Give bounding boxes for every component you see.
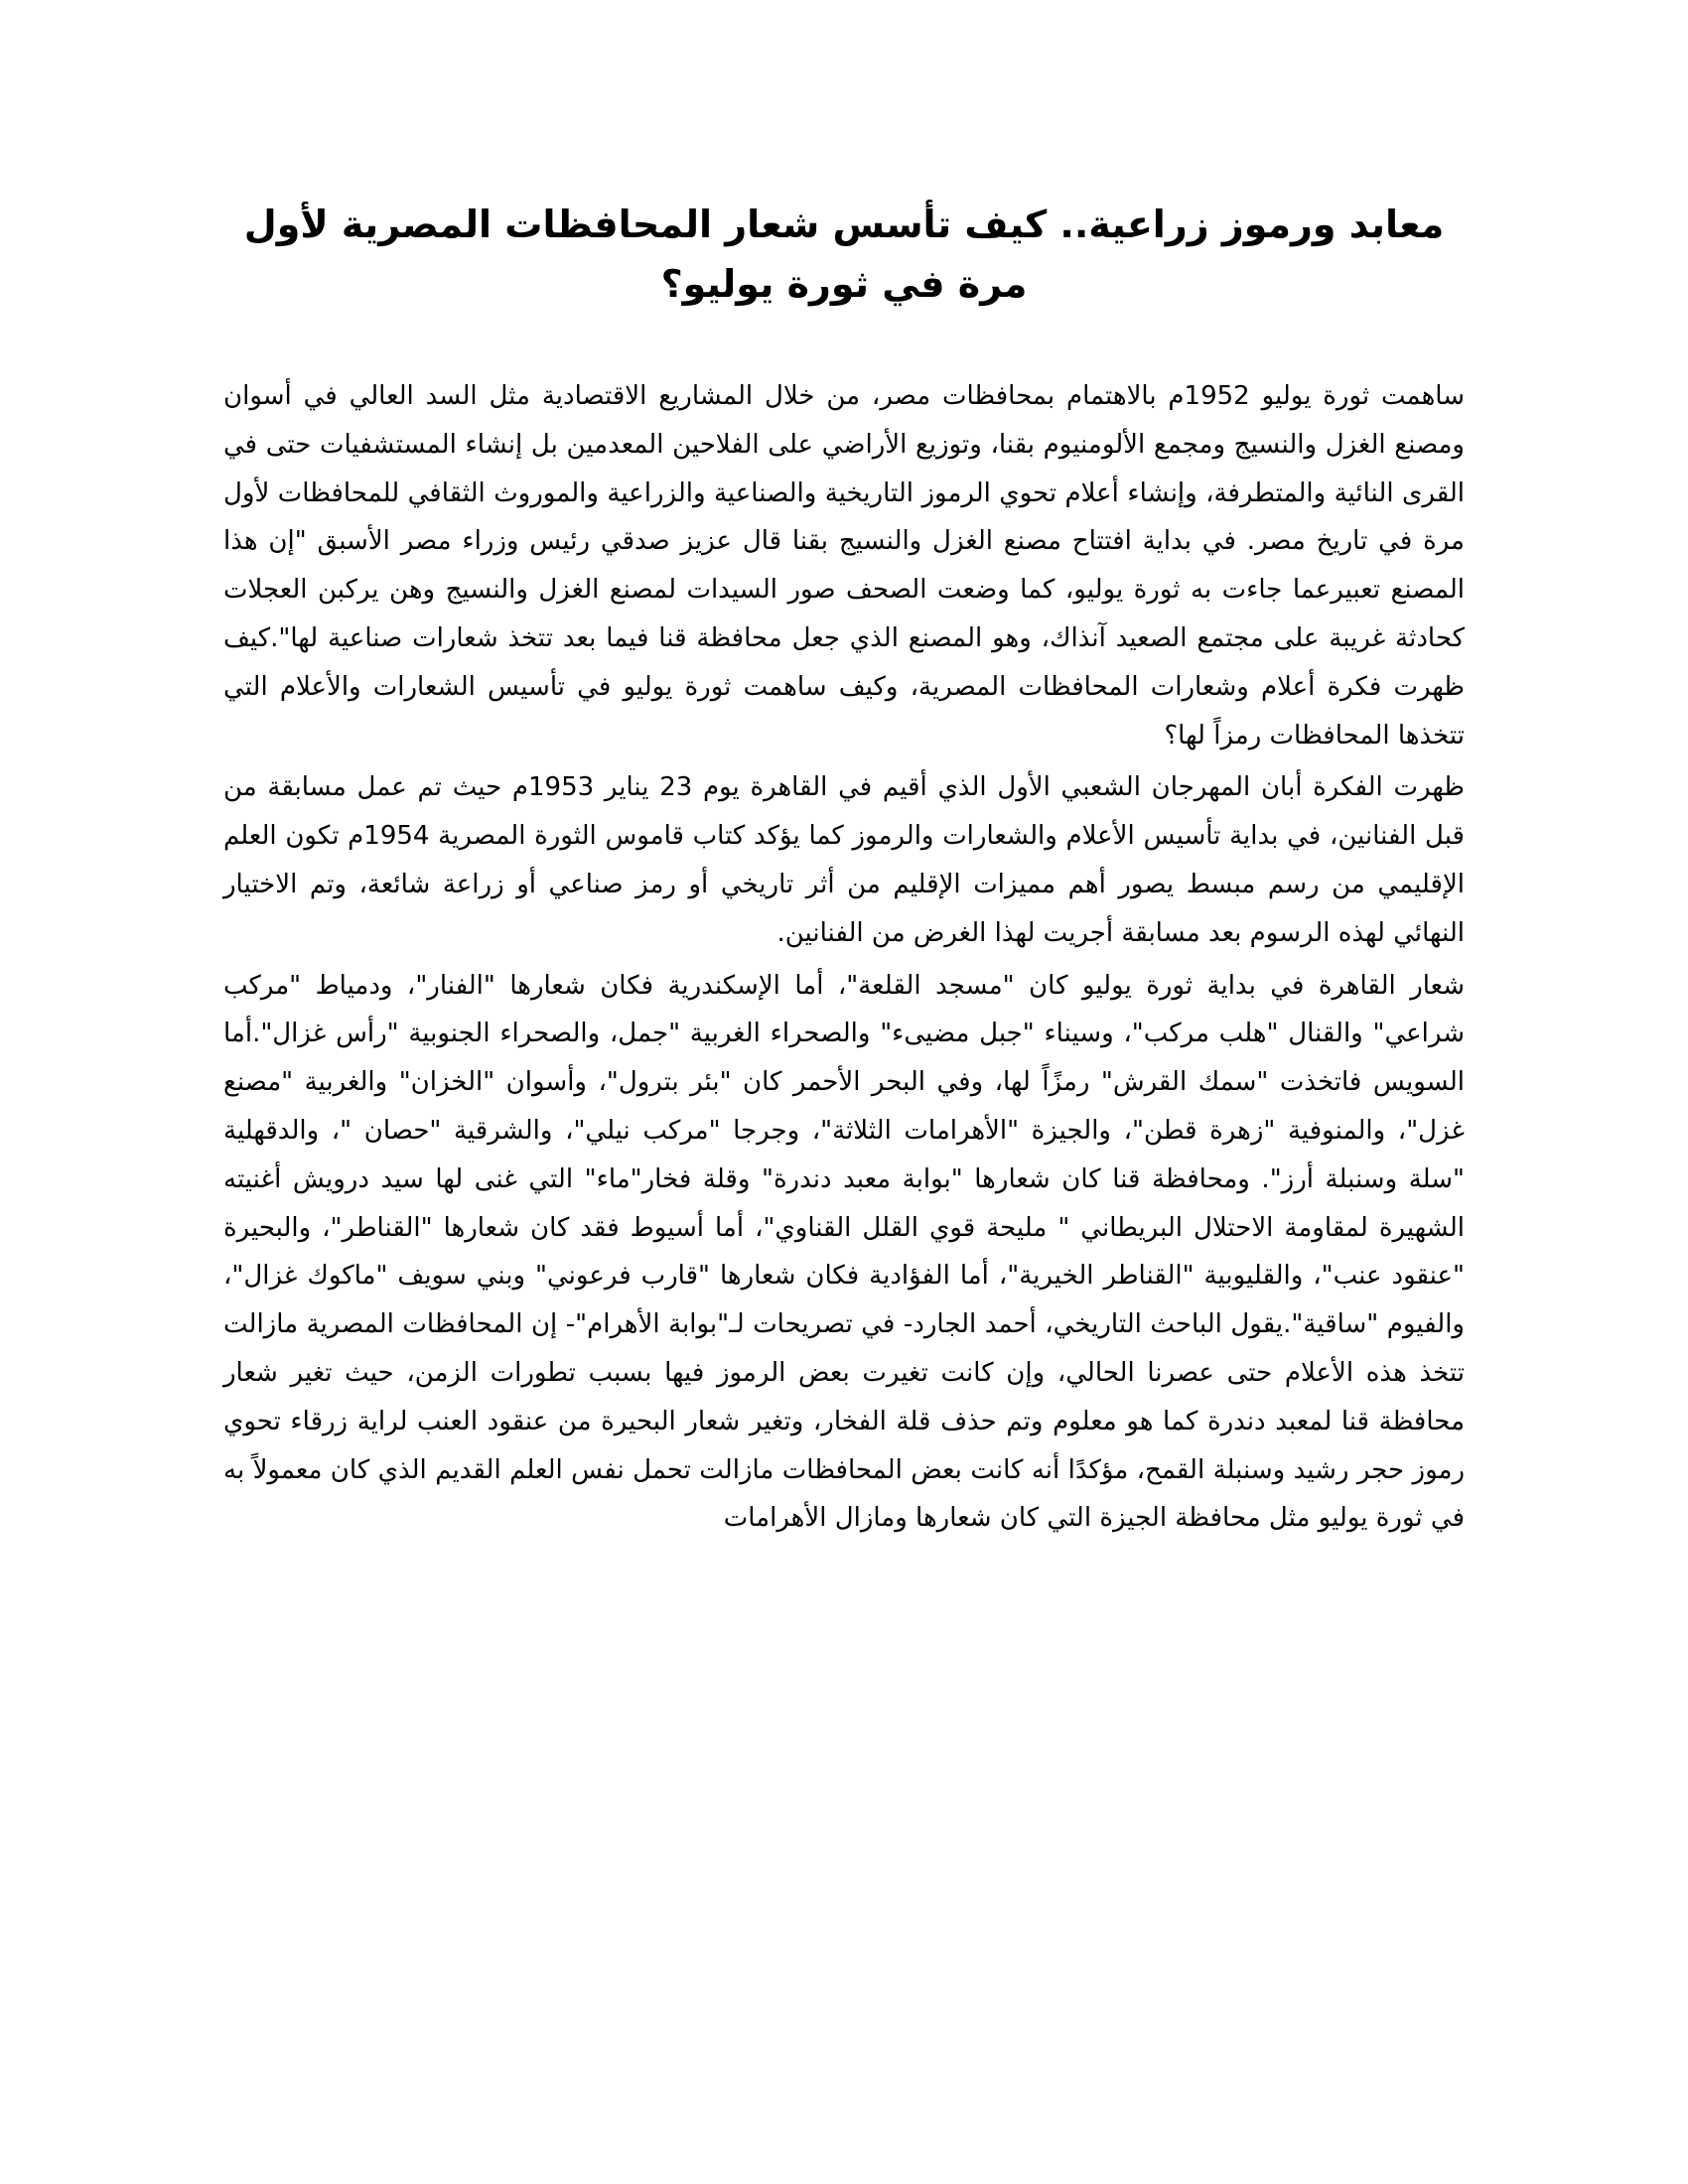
paragraph-intro: ساهمت ثورة يوليو 1952م بالاهتمام بمحافظات مصر، من خلال المشاريع الاقتصادية مثل السد العالي في أسوان ومصنع الغزل والنسيج ومجمع الألومنيوم بقنا، وتوزيع الأراضي على الفلاحين المعدمين بل إنشاء المستشفيات حتى في القرى النائية والمتطرفة، وإنشاء أعلام تحوي الرموز التاريخية والصناعية والزراعية والموروث الثقافي للمحافظات لأول مرة في تاريخ مصر. في بداية افتتاح مصنع الغزل والنسيج بقنا قال عزيز صدقي رئيس وزراء مصر الأسبق "إن هذا المصنع تعبيرعما جاءت به ثورة يوليو، كما وضعت الصحف صور السيدات لمصنع الغزل والنسيج وهن يركبن العجلات كحادثة غريبة على مجتمع الصعيد آنذاك، وهو المصنع الذي جعل محافظة قنا فيما بعد تتخذ شعارات صناعية لها".كيف ظهرت فكرة أعلام وشعارات المحافظات المصرية، وكيف ساهمت ثورة يوليو في تأسيس الشعارات والأعلام التي تتخذها المحافظات رمزاً لها؟: [223, 381, 1465, 751]
paragraph-origin: ظهرت الفكرة أبان المهرجان الشعبي الأول الذي أقيم في القاهرة يوم 23 يناير 1953م حيث تم عمل مسابقة من قبل الفنانين، في بداية تأسيس الأعلام والشعارات والرموز كما يؤكد كتاب قاموس الثورة المصرية 1954م تكون العلم الإقليمي من رسم مبسط يصور أهم مميزات الإقليم من أثر تاريخي أو رمز صناعي أو زراعة شائعة، وتم الاختيار النهائي لهذه الرسوم بعد مسابقة أجريت لهذا الغرض من الفنانين.: [223, 772, 1465, 948]
article-title: معابد ورموز زراعية.. كيف تأسس شعار المحافظات المصرية لأول مرة في ثورة يوليو؟: [243, 203, 1445, 306]
article-body: [223, 372, 1465, 1547]
paragraph-symbols: شعار القاهرة في بداية ثورة يوليو كان "مسجد القلعة"، أما الإسكندرية فكان شعارها "الفنار"، ودمياط "مركب شراعي" والقنال "هلب مركب"، وسيناء "جبل مضيىء" والصحراء الغربية "جمل، والصحراء الجنوبية "رأس غزال".أما السويس فاتخذت "سمك القرش" رمزًاً لها، وفي البحر الأحمر كان "بئر بترول"، وأسوان "الخزان" والغربية "مصنع غزل"، والمنوفية "زهرة قطن"، والجيزة "الأهرامات الثلاثة"، وجرجا "مركب نيلي"، والشرقية "حصان "، والدقهلية "سلة وسنبلة أرز". ومحافظة قنا كان شعارها "بوابة معبد دندرة" وقلة فخار"ماء" التي غنى لها سيد درويش أغنيته الشهيرة لمقاومة الاحتلال البريطاني " مليحة قوي القلل القناوي"، أما أسيوط فقد كان شعارها "القناطر"، والبحيرة "عنقود عنب"، والقليوبية "القناطر الخيرية"، أما الفؤادية فكان شعارها "قارب فرعوني" وبني سويف "ماكوك غزال"، والفيوم "ساقية".يقول الباحث التاريخي، أحمد الجارد- في تصريحات لـ"بوابة الأهرام"- إن المحافظات المصرية مازالت تتخذ هذه الأعلام حتى عصرنا الحالي، وإن كانت تغيرت بعض الرموز فيها بسبب تطورات الزمن، حيث تغير شعار محافظة قنا لمعبد دندرة كما هو معلوم وتم حذف قلة الفخار، وتغير شعار البحيرة من عنقود العنب لراية زرقاء تحوي رموز حجر رشيد وسنبلة القمح، مؤكدًا أنه كانت بعض المحافظات مازالت تحمل نفس العلم القديم الذي كان معمولاً به في ثورة يوليو مثل محافظة الجيزة التي كان شعارها ومازال الأهرامات: [223, 970, 1465, 1534]
